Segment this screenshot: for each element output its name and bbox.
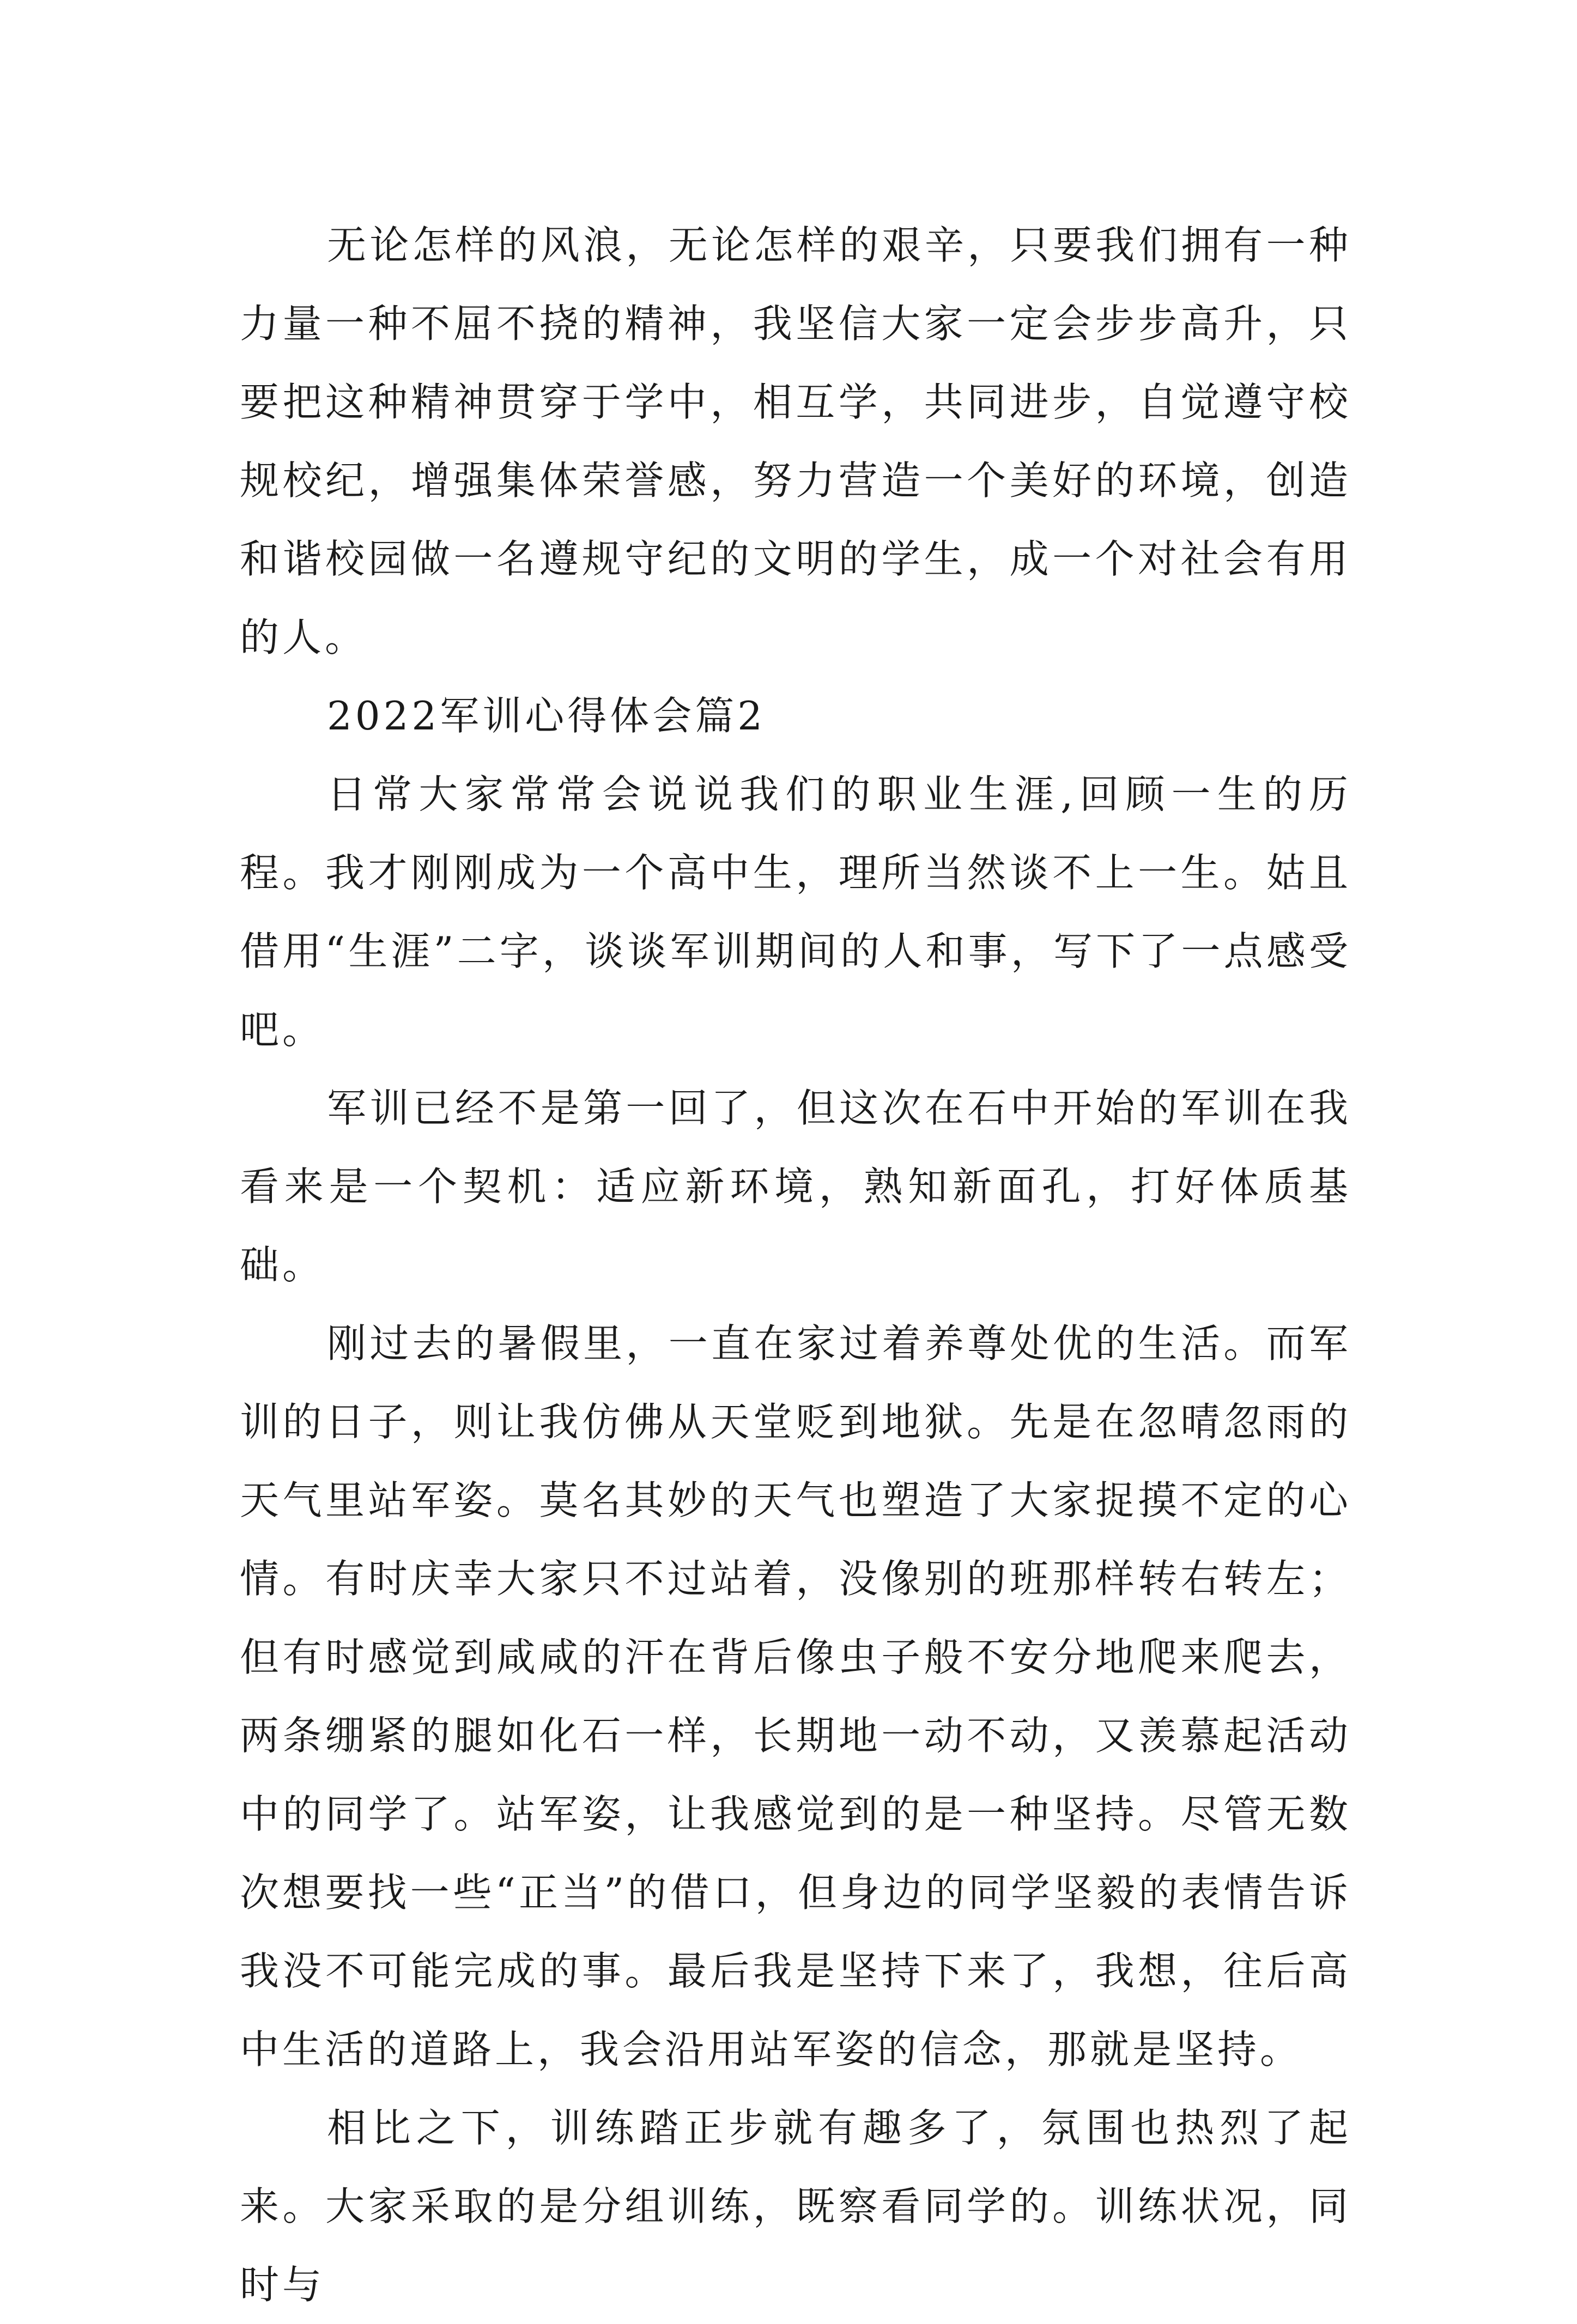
document-body <box>240 206 1351 2324</box>
paragraph: 刚过去的暑假里，一直在家过着养尊处优的生活。而军训的日子，则让我仿佛从天堂贬到地狱。先是在忽晴忽雨的天气里站军姿。莫名其妙的天气也塑造了大家捉摸不定的心情。有时庆幸大家只不过站着，没像别的班那样转右转左；但有时感觉到咸咸的汗在背后像虫子般不安分地爬来爬去，两条绷紧的腿如化石一样，长期地一动不动，又羡慕起活动中的同学了。站军姿，让我感觉到的是一种坚持。尽管无数次想要找一些“正当”的借口，但身边的同学坚毅的表情告诉我没不可能完成的事。最后我是坚持下来了，我想，往后高中生活的道路上，我会沿用站军姿的信念，那就是坚持。 <box>240 1321 1351 2072</box>
paragraph: 军训已经不是第一回了，但这次在石中开始的军训在我看来是一个契机：适应新环境，熟知新面孔，打好体质基础。 <box>240 1085 1351 1288</box>
paragraph: 相比之下，训练踏正步就有趣多了，氛围也热烈了起来。大家采取的是分组训练，既察看同学的。训练状况，同时与 <box>240 2105 1351 2308</box>
paragraph: 无论怎样的风浪，无论怎样的艰辛，只要我们拥有一种力量一种不屈不挠的精神，我坚信大家一定会步步高升，只要把这种精神贯穿于学中，相互学，共同进步，自觉遵守校规校纪，增强集体荣誉感，努力营造一个美好的环境，创造和谐校园做一名遵规守纪的文明的学生，成一个对社会有用的人。 <box>240 222 1351 660</box>
section-heading: 2022军训心得体会篇2 <box>327 693 766 739</box>
paragraph: 日常大家常常会说说我们的职业生涯,回顾一生的历程。我才刚刚成为一个高中生，理所当然谈不上一生。姑且借用“生涯”二字，谈谈军训期间的人和事，写下了一点感受吧。 <box>240 771 1351 1053</box>
